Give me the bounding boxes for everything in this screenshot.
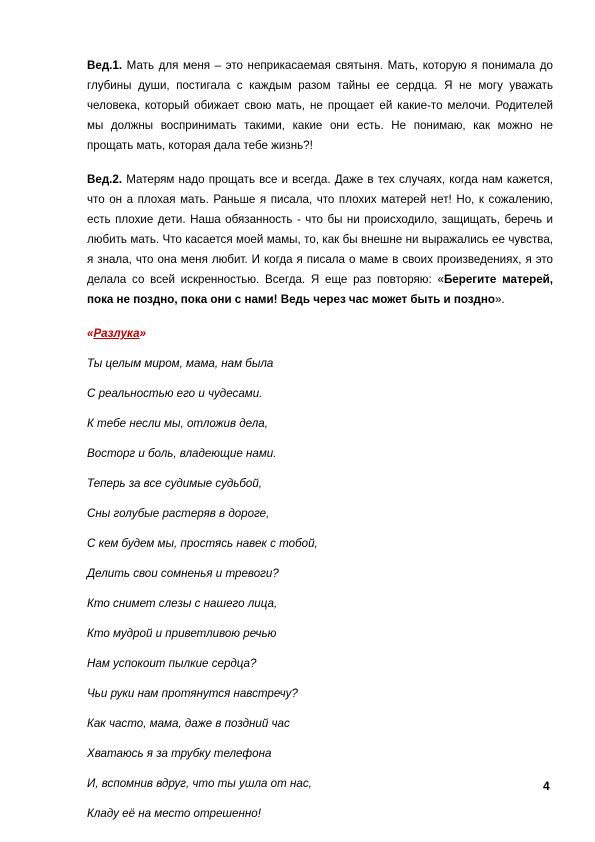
- paragraph-ved-2: [87, 170, 553, 310]
- poem-line: С кем будем мы, простясь навек с тобой,: [87, 537, 318, 550]
- poem-title-close-quote: »: [139, 327, 146, 340]
- poem-line: Как часто, мама, даже в поздний час: [87, 717, 290, 730]
- paragraph-tail: ».: [494, 293, 505, 306]
- poem-body: [87, 354, 553, 824]
- bold-quote: Берегите матерей, пока не поздно, пока они с нами! Ведь через час может быть и поздно: [87, 273, 553, 306]
- paragraph-text: Матерям надо прощать все и всегда. Даже в тех случаях, когда нам кажется, что он а плохая мать. Раньше я писала, что плохих матерей нет! Но, к сожалению, есть плохие дети. Наша обязанность - что бы ни происходило, защищать, беречь и любить мать. Что касается моей мамы, то, как бы внешне ни выражались ее чувства, я знала, что она меня любит. И когда я писала о маме в своих произведениях, я это делала со всей искренностью. Всегда. Я еще раз повторяю: «: [87, 173, 553, 286]
- speaker-label: Вед.1.: [87, 59, 123, 72]
- poem-line: Теперь за все судимые судьбой,: [87, 477, 263, 490]
- poem-line: Чьи руки нам протянутся навстречу?: [87, 687, 298, 700]
- paragraph-ved-1: [87, 56, 553, 156]
- speaker-label: Вед.2.: [87, 173, 123, 186]
- poem-line: Сны голубые растеряв в дороге,: [87, 507, 270, 520]
- paragraph-text: Мать для меня – это неприкасаемая святыня. Мать, которую я понимала до глубины души, постигала с каждым разом тайны ее сердца. Я не могу уважать человека, который обижает свою мать, не прощает ей какие-то мелочи. Родителей мы должны воспринимать такими, какие они есть. Не понимаю, как можно не прощать мать, которая дала тебе жизнь?!: [87, 59, 553, 152]
- page-number: 4: [543, 779, 550, 793]
- poem-line: С реальностью его и чудесами.: [87, 387, 263, 400]
- poem-line: Нам успокоит пылкие сердца?: [87, 657, 257, 670]
- poem-line: Кто мудрой и приветливою речью: [87, 627, 277, 640]
- poem-line: И, вспомнив вдруг, что ты ушла от нас,: [87, 777, 312, 790]
- document-page: [87, 56, 553, 824]
- poem-line: Кто снимет слезы с нашего лица,: [87, 597, 278, 610]
- poem-title: [87, 324, 553, 344]
- poem-line: Делить свои сомненья и тревоги?: [87, 567, 279, 580]
- poem-title-link[interactable]: Разлука: [93, 327, 140, 340]
- poem-title-open-quote: «: [87, 327, 94, 340]
- poem-line: Кладу её на место отрешенно!: [87, 807, 261, 820]
- poem-line: Хватаюсь я за трубку телефона: [87, 747, 272, 760]
- poem-line: Ты целым миром, мама, нам была: [87, 357, 274, 370]
- poem-line: К тебе несли мы, отложив дела,: [87, 417, 268, 430]
- poem-line: Восторг и боль, владеющие нами.: [87, 447, 277, 460]
